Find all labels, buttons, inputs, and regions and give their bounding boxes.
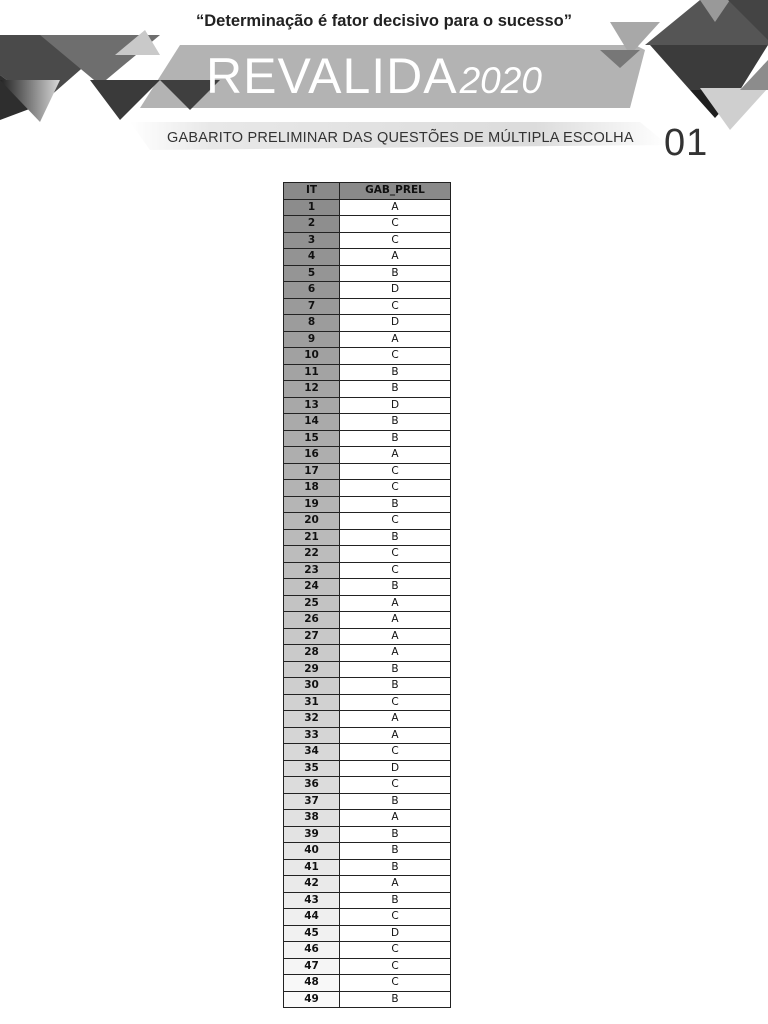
table-row	[284, 265, 451, 282]
table-row	[284, 793, 451, 810]
table-row	[284, 348, 451, 365]
page-title	[206, 50, 542, 102]
item-number-cell: 1	[284, 199, 340, 216]
item-number-cell: 9	[284, 331, 340, 348]
item-number-cell: 3	[284, 232, 340, 249]
table-row	[284, 562, 451, 579]
item-number-cell: 19	[284, 496, 340, 513]
answer-cell: B	[340, 892, 451, 909]
answer-cell: D	[340, 282, 451, 299]
title-main: REVALIDA	[206, 48, 458, 104]
item-number-cell: 45	[284, 925, 340, 942]
answer-cell: A	[340, 727, 451, 744]
answer-cell: B	[340, 678, 451, 695]
item-number-cell: 33	[284, 727, 340, 744]
table-row	[284, 397, 451, 414]
item-number-cell: 7	[284, 298, 340, 315]
table-row	[284, 595, 451, 612]
answer-cell: C	[340, 298, 451, 315]
answer-cell: C	[340, 744, 451, 761]
table-row	[284, 760, 451, 777]
item-number-cell: 24	[284, 579, 340, 596]
table-row	[284, 216, 451, 233]
answer-cell: A	[340, 876, 451, 893]
table-row	[284, 546, 451, 563]
title-year: 2020	[459, 60, 542, 101]
answer-cell: B	[340, 529, 451, 546]
item-number-cell: 25	[284, 595, 340, 612]
table-row	[284, 315, 451, 332]
item-number-cell: 2	[284, 216, 340, 233]
answer-cell: B	[340, 579, 451, 596]
table-row	[284, 744, 451, 761]
answer-cell: B	[340, 991, 451, 1008]
answer-cell: C	[340, 348, 451, 365]
table-row	[284, 414, 451, 431]
answer-cell: A	[340, 331, 451, 348]
item-number-cell: 15	[284, 430, 340, 447]
page-number: 01	[664, 122, 709, 164]
item-number-cell: 43	[284, 892, 340, 909]
item-number-cell: 49	[284, 991, 340, 1008]
answer-cell: A	[340, 810, 451, 827]
answer-cell: D	[340, 925, 451, 942]
table-row	[284, 810, 451, 827]
item-number-cell: 23	[284, 562, 340, 579]
table-row	[284, 249, 451, 266]
item-number-cell: 21	[284, 529, 340, 546]
table-row	[284, 463, 451, 480]
answer-cell: D	[340, 315, 451, 332]
answer-cell: C	[340, 958, 451, 975]
answer-cell: C	[340, 513, 451, 530]
answer-cell: A	[340, 612, 451, 629]
item-number-cell: 46	[284, 942, 340, 959]
table-row	[284, 331, 451, 348]
answer-cell: B	[340, 364, 451, 381]
item-number-cell: 31	[284, 694, 340, 711]
table-row	[284, 777, 451, 794]
item-number-cell: 35	[284, 760, 340, 777]
table-row	[284, 678, 451, 695]
motto-quote: “Determinação é fator decisivo para o sucesso”	[196, 12, 572, 30]
item-number-cell: 32	[284, 711, 340, 728]
item-number-cell: 39	[284, 826, 340, 843]
answer-cell: C	[340, 463, 451, 480]
item-number-cell: 40	[284, 843, 340, 860]
table-row	[284, 826, 451, 843]
table-row	[284, 199, 451, 216]
item-number-cell: 42	[284, 876, 340, 893]
item-number-cell: 11	[284, 364, 340, 381]
table-row	[284, 975, 451, 992]
table-row	[284, 711, 451, 728]
table-row	[284, 232, 451, 249]
answer-cell: C	[340, 975, 451, 992]
table-row	[284, 513, 451, 530]
item-number-cell: 37	[284, 793, 340, 810]
table-row	[284, 381, 451, 398]
answer-cell: A	[340, 249, 451, 266]
table-row	[284, 892, 451, 909]
answer-cell: A	[340, 447, 451, 464]
answer-cell: C	[340, 546, 451, 563]
item-number-cell: 8	[284, 315, 340, 332]
table-row	[284, 430, 451, 447]
column-header-it: IT	[284, 183, 340, 200]
answer-cell: C	[340, 216, 451, 233]
answer-cell: A	[340, 199, 451, 216]
table-row	[284, 612, 451, 629]
answer-cell: C	[340, 777, 451, 794]
answer-cell: B	[340, 414, 451, 431]
item-number-cell: 29	[284, 661, 340, 678]
table-row	[284, 909, 451, 926]
item-number-cell: 5	[284, 265, 340, 282]
item-number-cell: 12	[284, 381, 340, 398]
table-row	[284, 991, 451, 1008]
answer-cell: B	[340, 826, 451, 843]
item-number-cell: 44	[284, 909, 340, 926]
item-number-cell: 48	[284, 975, 340, 992]
item-number-cell: 22	[284, 546, 340, 563]
answer-cell: A	[340, 628, 451, 645]
page-subtitle: GABARITO PRELIMINAR DAS QUESTÕES DE MÚLTIPLA ESCOLHA	[167, 130, 634, 146]
answer-cell: A	[340, 645, 451, 662]
answer-table-body	[284, 199, 451, 1008]
table-row	[284, 694, 451, 711]
item-number-cell: 36	[284, 777, 340, 794]
item-number-cell: 20	[284, 513, 340, 530]
answer-cell: C	[340, 942, 451, 959]
table-row	[284, 496, 451, 513]
answer-cell: B	[340, 859, 451, 876]
answer-cell: C	[340, 232, 451, 249]
answer-cell: C	[340, 562, 451, 579]
item-number-cell: 47	[284, 958, 340, 975]
answer-cell: B	[340, 265, 451, 282]
item-number-cell: 34	[284, 744, 340, 761]
table-row	[284, 925, 451, 942]
answer-cell: C	[340, 909, 451, 926]
answer-cell: B	[340, 843, 451, 860]
answer-cell: C	[340, 480, 451, 497]
answer-cell: A	[340, 711, 451, 728]
item-number-cell: 6	[284, 282, 340, 299]
table-row	[284, 480, 451, 497]
table-row	[284, 942, 451, 959]
answer-cell: B	[340, 661, 451, 678]
item-number-cell: 18	[284, 480, 340, 497]
table-row	[284, 529, 451, 546]
column-header-gab: GAB_PREL	[340, 183, 451, 200]
table-row	[284, 645, 451, 662]
item-number-cell: 13	[284, 397, 340, 414]
item-number-cell: 38	[284, 810, 340, 827]
item-number-cell: 41	[284, 859, 340, 876]
table-row	[284, 364, 451, 381]
item-number-cell: 10	[284, 348, 340, 365]
table-row	[284, 579, 451, 596]
item-number-cell: 14	[284, 414, 340, 431]
answer-cell: D	[340, 397, 451, 414]
answer-cell: C	[340, 694, 451, 711]
item-number-cell: 17	[284, 463, 340, 480]
item-number-cell: 4	[284, 249, 340, 266]
table-header-row	[284, 183, 451, 200]
item-number-cell: 28	[284, 645, 340, 662]
table-row	[284, 876, 451, 893]
answer-cell: B	[340, 381, 451, 398]
answer-cell: D	[340, 760, 451, 777]
table-row	[284, 958, 451, 975]
item-number-cell: 27	[284, 628, 340, 645]
table-row	[284, 298, 451, 315]
table-row	[284, 628, 451, 645]
table-row	[284, 843, 451, 860]
answer-cell: B	[340, 430, 451, 447]
item-number-cell: 16	[284, 447, 340, 464]
answer-cell: A	[340, 595, 451, 612]
table-row	[284, 661, 451, 678]
item-number-cell: 26	[284, 612, 340, 629]
table-row	[284, 282, 451, 299]
answer-cell: B	[340, 496, 451, 513]
answer-cell: B	[340, 793, 451, 810]
table-row	[284, 727, 451, 744]
table-row	[284, 859, 451, 876]
table-row	[284, 447, 451, 464]
answer-key-table	[283, 182, 451, 1008]
item-number-cell: 30	[284, 678, 340, 695]
